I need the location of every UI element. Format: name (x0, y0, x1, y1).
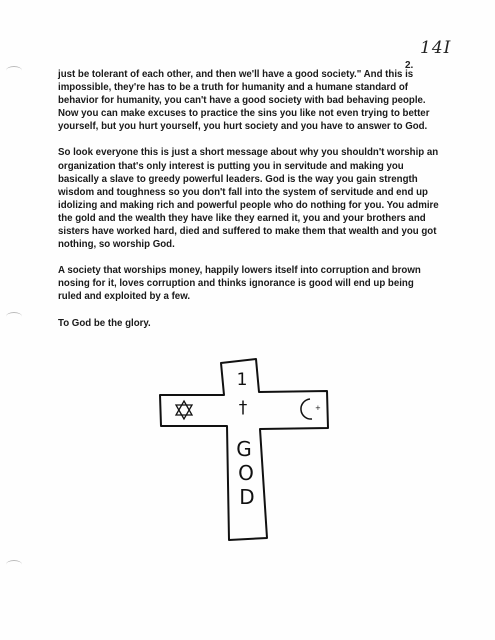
handwritten-page-mark: 14I (420, 38, 452, 58)
cross-drawing (155, 355, 335, 545)
star-of-david-icon (176, 401, 192, 419)
crescent-star-icon (301, 399, 321, 419)
paragraph-3: A society that worships money, happily lowers itself into corruption and brown nosing for it, loves corruption and thinks ignorance is good will end up being ruled and exploited by a few. (58, 265, 421, 303)
paragraph-2: So look everyone this is just a short message about why you shouldn't worship an organization that's only interest is putting you in servitude and making you basically a slave to greedy powerful leaders. God is the way you gain strength wisdom and toughness so you don't fall into the system of servitude and end up idolizing and making rich and powerful people who do nothing for you. You admire the gold and the wealth they have like they earned it, you and your brothers and sisters have worked hard, died and suffered to make them that wealth and you got nothing, so worship God. (58, 147, 439, 251)
paragraph-1: just be tolerant of each other, and then we'll have a good society." And this is impossible, they're has to be a truth for humanity and a humane standard of behavior for humanity, you can't have a good society with bad behaving people. Now you can make excuses to practice the sins you like not even trying to better yourself, but you hurt yourself, you hurt society and you have to answer to God. (58, 69, 430, 133)
god-letter-g: G (236, 437, 252, 461)
cross-number-text: 1 (236, 370, 248, 390)
god-letter-o: O (238, 461, 254, 485)
binder-hole-mark (6, 560, 22, 569)
binder-hole-mark (6, 66, 22, 75)
page-number: 2. (405, 60, 414, 71)
svg-text:+: + (315, 404, 321, 412)
binder-hole-mark (6, 312, 22, 321)
god-letter-d: D (239, 485, 255, 509)
paragraph-closing: To God be the glory. (58, 317, 151, 329)
small-cross-symbol: † (238, 398, 248, 418)
letter-body (58, 68, 440, 343)
